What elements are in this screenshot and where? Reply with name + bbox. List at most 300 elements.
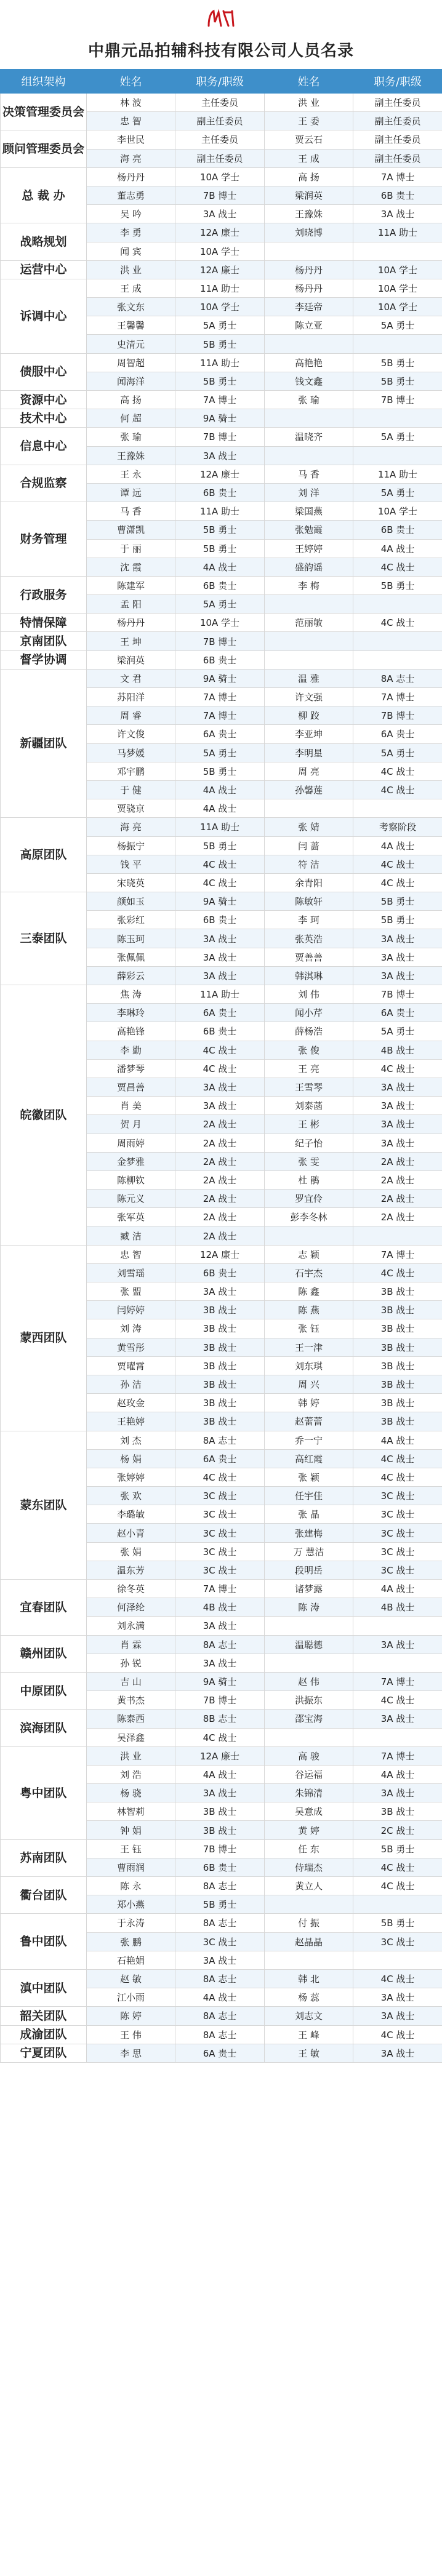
member-name: 徐冬英: [87, 1580, 175, 1598]
member-name: 吴意成: [265, 1802, 353, 1821]
member-rank: 6B 贵士: [175, 483, 265, 502]
member-name: 张 盟: [87, 1282, 175, 1301]
header-org: 组织架构: [1, 70, 87, 94]
table-row: [1, 650, 442, 669]
member-name: 焦 涛: [87, 985, 175, 1004]
member-rank: 4C 战士: [353, 614, 442, 632]
member-name: 李 勇: [87, 223, 175, 242]
member-name: 海 亮: [87, 149, 175, 167]
member-name: 江小雨: [87, 1988, 175, 2007]
member-name: 王一津: [265, 1338, 353, 1356]
table-row: [1, 669, 442, 687]
member-rank: 8A 志士: [175, 2025, 265, 2044]
member-rank: 10A 学士: [353, 502, 442, 521]
member-name: [265, 632, 353, 650]
member-rank: 7B 博士: [175, 186, 265, 204]
member-name: 洪振东: [265, 1691, 353, 1710]
member-name: 王 成: [265, 149, 353, 167]
member-rank: 副主任委员: [175, 112, 265, 130]
member-rank: 3A 战士: [175, 1282, 265, 1301]
member-rank: 4A 战士: [175, 780, 265, 799]
member-rank: 3B 战士: [175, 1375, 265, 1393]
member-name: 黄雪彤: [87, 1338, 175, 1356]
member-rank: 副主任委员: [353, 149, 442, 167]
member-name: 周智超: [87, 353, 175, 372]
member-name: 杨丹丹: [87, 614, 175, 632]
member-name: 王雪琴: [265, 1078, 353, 1096]
member-rank: 5B 勇士: [175, 539, 265, 558]
member-name: 梁国燕: [265, 502, 353, 521]
org-unit-label: 赣州团队: [1, 1635, 87, 1672]
table-row: [1, 130, 442, 149]
member-rank: 3A 战士: [353, 1988, 442, 2007]
header-name-right: 姓名: [265, 70, 353, 94]
member-rank: 4B 战士: [353, 1598, 442, 1617]
member-rank: 5A 勇士: [353, 428, 442, 446]
member-rank: [353, 335, 442, 353]
member-rank: [353, 242, 442, 260]
member-rank: 3B 战士: [175, 1338, 265, 1356]
member-name: 王 委: [265, 112, 353, 130]
member-rank: 4C 战士: [353, 873, 442, 892]
member-name: 赵 敏: [87, 1969, 175, 1988]
member-name: 刘 杰: [87, 1431, 175, 1449]
member-name: 王豫姝: [265, 205, 353, 223]
member-name: 段明岳: [265, 1561, 353, 1579]
member-rank: 9A 骑士: [175, 409, 265, 428]
member-rank: 5B 勇士: [353, 1914, 442, 1932]
member-rank: 3C 战士: [175, 1505, 265, 1524]
member-rank: 4C 战士: [353, 1059, 442, 1078]
table-row: [1, 1839, 442, 1858]
member-rank: 3A 战士: [353, 929, 442, 948]
member-name: 李璐敏: [87, 1505, 175, 1524]
member-name: 林智莉: [87, 1802, 175, 1821]
table-row: [1, 1914, 442, 1932]
member-name: 陈 永: [87, 1877, 175, 1895]
member-name: 周 睿: [87, 706, 175, 725]
member-rank: 3C 战士: [175, 1542, 265, 1561]
member-rank: 主任委员: [175, 130, 265, 149]
member-rank: 4C 战士: [175, 1468, 265, 1486]
member-name: 高 骏: [265, 1746, 353, 1765]
member-rank: 3B 战士: [175, 1412, 265, 1431]
member-name: 孟 阳: [87, 595, 175, 614]
member-rank: 7B 博士: [175, 632, 265, 650]
member-name: 刘 涛: [87, 1319, 175, 1338]
table-row: [1, 892, 442, 911]
member-name: 王 伟: [87, 2025, 175, 2044]
member-name: 王 永: [87, 465, 175, 483]
member-name: 张军英: [87, 1208, 175, 1226]
member-name: 张 欢: [87, 1487, 175, 1505]
member-name: 于永涛: [87, 1914, 175, 1932]
member-name: 谭 远: [87, 483, 175, 502]
member-name: 余青阳: [265, 873, 353, 892]
member-name: 郑小燕: [87, 1895, 175, 1914]
member-name: 臧 洁: [87, 1226, 175, 1245]
member-rank: 10A 学士: [353, 298, 442, 316]
member-rank: 7B 博士: [353, 985, 442, 1004]
member-rank: 4C 战士: [175, 1041, 265, 1059]
member-rank: 10A 学士: [175, 242, 265, 260]
member-name: 梁润英: [265, 186, 353, 204]
member-name: 符 洁: [265, 855, 353, 873]
member-name: 周雨婷: [87, 1134, 175, 1152]
member-rank: 5B 勇士: [175, 1895, 265, 1914]
member-rank: 3B 战士: [175, 1821, 265, 1839]
org-unit-label: 资源中心: [1, 391, 87, 409]
member-name: 石宇杰: [265, 1263, 353, 1282]
org-unit-label: 鲁中团队: [1, 1914, 87, 1970]
member-rank: 8B 志士: [175, 1710, 265, 1728]
member-rank: 7A 博士: [175, 1580, 265, 1598]
member-name: 孙馨莲: [265, 780, 353, 799]
member-name: 周 兴: [265, 1375, 353, 1393]
member-name: 罗宜伶: [265, 1190, 353, 1208]
member-rank: 3C 战士: [353, 1932, 442, 1951]
member-name: 王 敏: [265, 2044, 353, 2062]
member-rank: 12A 廉士: [175, 465, 265, 483]
member-name: 苏阳洋: [87, 688, 175, 706]
member-rank: 3A 战士: [175, 929, 265, 948]
member-name: 王 彬: [265, 1115, 353, 1134]
member-name: [265, 446, 353, 465]
member-name: 李世民: [87, 130, 175, 149]
member-rank: 4C 战士: [175, 873, 265, 892]
member-rank: 3A 战士: [353, 1078, 442, 1096]
member-rank: 3C 战士: [175, 1524, 265, 1542]
member-rank: [353, 1728, 442, 1746]
member-rank: 3A 战士: [175, 1654, 265, 1672]
member-name: [265, 335, 353, 353]
org-unit-label: 滇中团队: [1, 1969, 87, 2006]
member-rank: 2A 战士: [175, 1152, 265, 1170]
member-rank: 4C 战士: [175, 1728, 265, 1746]
member-name: 陈 鑫: [265, 1282, 353, 1301]
member-name: 杜 鹃: [265, 1170, 353, 1189]
table-row: [1, 632, 442, 650]
org-unit-label: 运营中心: [1, 260, 87, 279]
member-rank: 4A 战士: [353, 836, 442, 855]
member-rank: 3B 战士: [175, 1802, 265, 1821]
member-name: 刘晓博: [265, 223, 353, 242]
member-name: 文 君: [87, 669, 175, 687]
member-rank: 10A 学士: [175, 614, 265, 632]
member-name: 高艳锋: [87, 1022, 175, 1041]
member-rank: 4C 战士: [353, 855, 442, 873]
table-row: [1, 502, 442, 521]
table-row: [1, 2044, 442, 2062]
member-name: 赵蕾蕾: [265, 1412, 353, 1431]
member-name: 马 香: [265, 465, 353, 483]
header-rank-right: 职务/职级: [353, 70, 442, 94]
member-name: 刘东琪: [265, 1356, 353, 1375]
org-unit-label: 苏南团队: [1, 1839, 87, 1876]
member-name: 张 瑜: [265, 391, 353, 409]
member-rank: [353, 409, 442, 428]
member-rank: 2A 战士: [353, 1208, 442, 1226]
member-name: 宋晓英: [87, 873, 175, 892]
member-rank: 6B 贵士: [175, 911, 265, 929]
member-name: 杨 骁: [87, 1784, 175, 1802]
member-rank: 4C 战士: [353, 2025, 442, 2044]
org-unit-label: 宁夏团队: [1, 2044, 87, 2062]
table-row: [1, 428, 442, 446]
org-unit-label: 顾问管理委员会: [1, 130, 87, 167]
member-name: 张婷婷: [87, 1468, 175, 1486]
member-name: 于 丽: [87, 539, 175, 558]
table-row: [1, 614, 442, 632]
member-name: 陈敏轩: [265, 892, 353, 911]
member-rank: 3C 战士: [175, 1561, 265, 1579]
member-name: 李明星: [265, 743, 353, 762]
member-name: 王豫姝: [87, 446, 175, 465]
member-rank: 2A 战士: [353, 1170, 442, 1189]
member-name: 洪 业: [87, 260, 175, 279]
member-name: 谷运福: [265, 1765, 353, 1783]
member-name: 刘永满: [87, 1617, 175, 1635]
member-rank: 7B 博士: [175, 1839, 265, 1858]
member-name: 刘泰菡: [265, 1097, 353, 1115]
member-rank: 主任委员: [175, 94, 265, 112]
member-rank: 5B 勇士: [353, 1839, 442, 1858]
member-name: 赵玫金: [87, 1394, 175, 1412]
org-unit-label: 战略规划: [1, 223, 87, 260]
member-rank: 3C 战士: [353, 1561, 442, 1579]
table-row: [1, 223, 442, 242]
member-rank: 4A 战士: [353, 1431, 442, 1449]
member-rank: 5B 勇士: [175, 372, 265, 390]
member-name: 钟 娟: [87, 1821, 175, 1839]
member-name: 曹潇凯: [87, 521, 175, 539]
member-rank: 2A 战士: [175, 1190, 265, 1208]
member-name: 洪 业: [265, 94, 353, 112]
member-name: 金梦雅: [87, 1152, 175, 1170]
member-rank: 7B 博士: [353, 391, 442, 409]
member-rank: 3C 战士: [353, 1505, 442, 1524]
member-rank: 2A 战士: [175, 1208, 265, 1226]
member-rank: 考察阶段: [353, 818, 442, 836]
member-name: 陈柳钦: [87, 1170, 175, 1189]
member-name: 朱锦清: [265, 1784, 353, 1802]
member-name: 沈 霞: [87, 558, 175, 576]
table-row: [1, 1635, 442, 1654]
member-rank: 3A 战士: [353, 2044, 442, 2062]
member-name: 王 亮: [265, 1059, 353, 1078]
member-rank: 2A 战士: [175, 1170, 265, 1189]
member-rank: 6A 贵士: [175, 1449, 265, 1468]
member-rank: 4C 战士: [353, 1468, 442, 1486]
member-name: 诸梦露: [265, 1580, 353, 1598]
member-rank: [353, 1226, 442, 1245]
table-row: [1, 1710, 442, 1728]
member-name: 高 扬: [87, 391, 175, 409]
table-row: [1, 1245, 442, 1263]
org-unit-label: 皖徽团队: [1, 985, 87, 1246]
member-name: 李廷帝: [265, 298, 353, 316]
member-rank: 3A 战士: [175, 1784, 265, 1802]
member-name: 杨振宁: [87, 836, 175, 855]
member-rank: 10A 学士: [175, 167, 265, 186]
org-unit-label: 财务管理: [1, 502, 87, 577]
member-name: 张 鹏: [87, 1932, 175, 1951]
member-rank: 7A 博士: [353, 1245, 442, 1263]
member-rank: 5B 勇士: [353, 372, 442, 390]
member-rank: 6B 贵士: [175, 1022, 265, 1041]
member-rank: 5A 勇士: [175, 743, 265, 762]
member-name: 张 晶: [265, 1505, 353, 1524]
member-name: 陈泰西: [87, 1710, 175, 1728]
member-rank: 3A 战士: [175, 948, 265, 966]
page-title: 中鼎元品拍辅科技有限公司人员名录: [87, 42, 354, 60]
member-rank: [353, 632, 442, 650]
member-name: 许文强: [265, 688, 353, 706]
member-rank: 副主任委员: [353, 112, 442, 130]
member-name: 李 勤: [87, 1041, 175, 1059]
member-rank: 7A 博士: [353, 167, 442, 186]
member-rank: 4C 战士: [353, 1969, 442, 1988]
member-name: 张 俊: [265, 1041, 353, 1059]
member-name: 杨 娟: [87, 1449, 175, 1468]
member-rank: 2A 战士: [175, 1134, 265, 1152]
org-unit-label: 宜春团队: [1, 1580, 87, 1636]
member-rank: 4A 战士: [175, 1765, 265, 1783]
member-rank: 副主任委员: [175, 149, 265, 167]
org-unit-label: 总 裁 办: [1, 167, 87, 223]
table-row: [1, 1672, 442, 1690]
org-unit-label: 韶关团队: [1, 2007, 87, 2025]
member-name: 陈元义: [87, 1190, 175, 1208]
org-unit-label: 技术中心: [1, 409, 87, 428]
member-name: 闻海洋: [87, 372, 175, 390]
member-rank: 9A 骑士: [175, 669, 265, 687]
member-rank: 3A 战士: [353, 1097, 442, 1115]
member-name: 乔一宁: [265, 1431, 353, 1449]
member-name: 何 超: [87, 409, 175, 428]
member-rank: 8A 志士: [175, 1877, 265, 1895]
member-rank: 5A 勇士: [353, 316, 442, 335]
member-name: 李 思: [87, 2044, 175, 2062]
member-name: 海 亮: [87, 818, 175, 836]
org-unit-label: 决策管理委员会: [1, 94, 87, 130]
member-rank: 3C 战士: [175, 1932, 265, 1951]
member-rank: 4A 战士: [353, 539, 442, 558]
member-rank: 5A 勇士: [353, 1022, 442, 1041]
member-rank: 12A 廉士: [175, 260, 265, 279]
member-name: 张 婧: [265, 818, 353, 836]
member-rank: 3A 战士: [175, 446, 265, 465]
member-name: 付 振: [265, 1914, 353, 1932]
member-name: 张彩红: [87, 911, 175, 929]
member-rank: 11A 助士: [175, 279, 265, 297]
org-unit-label: 京南团队: [1, 632, 87, 650]
member-rank: 4C 战士: [353, 1691, 442, 1710]
member-name: 张英浩: [265, 929, 353, 948]
member-rank: 3A 战士: [175, 1617, 265, 1635]
table-row: [1, 409, 442, 428]
member-name: 刘 洋: [265, 483, 353, 502]
member-rank: 3A 战士: [175, 1951, 265, 1969]
org-unit-label: 衢台团队: [1, 1877, 87, 1914]
member-rank: 4A 战士: [175, 1988, 265, 2007]
member-rank: 3A 战士: [175, 966, 265, 985]
member-name: 纪子怡: [265, 1134, 353, 1152]
member-name: 张建梅: [265, 1524, 353, 1542]
member-name: 王艳婷: [87, 1412, 175, 1431]
member-rank: 6B 贵士: [175, 1858, 265, 1876]
member-name: 忠 智: [87, 112, 175, 130]
member-name: 梁润英: [87, 650, 175, 669]
member-name: 于 健: [87, 780, 175, 799]
member-name: [265, 409, 353, 428]
member-name: 邓宇鹏: [87, 762, 175, 780]
member-name: 王 钰: [87, 1839, 175, 1858]
member-name: [265, 1654, 353, 1672]
org-unit-label: 新疆团队: [1, 669, 87, 818]
page-header: [0, 0, 442, 69]
member-rank: 11A 助士: [175, 353, 265, 372]
member-rank: 6B 贵士: [353, 521, 442, 539]
member-name: 王婷婷: [265, 539, 353, 558]
member-rank: [353, 1654, 442, 1672]
member-rank: 3B 战士: [353, 1412, 442, 1431]
member-name: 张 瑜: [87, 428, 175, 446]
member-rank: 3B 战士: [353, 1356, 442, 1375]
member-name: [265, 1226, 353, 1245]
member-name: 彭李冬林: [265, 1208, 353, 1226]
member-name: 温晓齐: [265, 428, 353, 446]
member-rank: 6A 贵士: [353, 1004, 442, 1022]
member-rank: 3A 战士: [353, 1134, 442, 1152]
member-rank: 7B 博士: [353, 706, 442, 725]
member-name: 杨丹丹: [265, 260, 353, 279]
member-rank: 5B 勇士: [175, 521, 265, 539]
member-rank: 7A 博士: [175, 391, 265, 409]
member-name: 张 颖: [265, 1468, 353, 1486]
org-unit-label: 中原团队: [1, 1672, 87, 1709]
member-rank: 5B 勇士: [175, 836, 265, 855]
member-rank: 12A 廉士: [175, 1245, 265, 1263]
org-unit-label: 合规监察: [1, 465, 87, 502]
member-name: 高 扬: [265, 167, 353, 186]
member-name: 马梦媛: [87, 743, 175, 762]
member-name: 韩 婷: [265, 1394, 353, 1412]
member-name: 陈立亚: [265, 316, 353, 335]
member-name: 石艳娟: [87, 1951, 175, 1969]
member-name: 高红霞: [265, 1449, 353, 1468]
member-name: 张 娟: [87, 1542, 175, 1561]
member-name: [265, 1728, 353, 1746]
table-row: [1, 2025, 442, 2044]
member-name: 张勉霞: [265, 521, 353, 539]
member-rank: 6A 贵士: [175, 1004, 265, 1022]
member-name: 黄立人: [265, 1877, 353, 1895]
member-rank: 7A 博士: [353, 1672, 442, 1690]
table-row: [1, 818, 442, 836]
member-name: 陈 婷: [87, 2007, 175, 2025]
member-rank: 4C 战士: [175, 855, 265, 873]
member-name: 贾骁京: [87, 799, 175, 818]
member-rank: 7A 博士: [353, 1746, 442, 1765]
member-name: 贾昌善: [87, 1078, 175, 1096]
org-unit-label: 蒙东团队: [1, 1431, 87, 1580]
member-name: 张 钰: [265, 1319, 353, 1338]
member-name: 肖 美: [87, 1097, 175, 1115]
member-rank: [353, 799, 442, 818]
member-rank: 5B 勇士: [175, 335, 265, 353]
member-rank: 11A 助士: [353, 223, 442, 242]
